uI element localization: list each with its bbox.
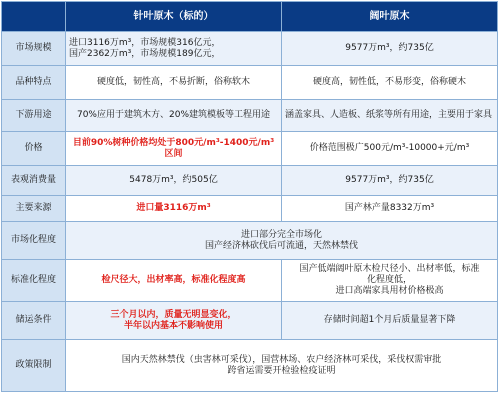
table-row <box>2 66 498 100</box>
cell-softwood-variety-features: 硬度低，韧性高，不易折断，俗称软木 <box>66 66 282 100</box>
cell-hardwood-storage: 存储时间超1个月后质量显著下降 <box>282 302 498 340</box>
comparison-table <box>1 1 498 392</box>
cell-hardwood-downstream-use: 涵盖家具、人造板、纸浆等所有用途，主要用于家具 <box>282 100 498 132</box>
cell-hardwood-market-size: 9577万m³，约735亿 <box>282 32 498 66</box>
cell-line: 国产低端阔叶原木检尺径小、出材率低，标准 <box>299 264 480 274</box>
cell-hardwood-apparent-consumption: 9577万m³，约735亿 <box>282 166 498 196</box>
table-row <box>2 302 498 340</box>
cell-line: 三个月以内，质量无明显变化， <box>110 309 237 320</box>
row-label-policy: 政策限制 <box>2 340 66 392</box>
table-row <box>2 166 498 196</box>
row-label-variety-features: 品种特点 <box>2 66 66 100</box>
cell-policy-merged <box>66 340 498 392</box>
cell-line: 进口高端家具用材价格极高 <box>335 286 444 296</box>
cell-softwood-price: 目前90%树种价格均处于800元/m³-1400元/m³区间 <box>66 132 282 166</box>
table-row <box>2 222 498 260</box>
cell-line: 跨省运需要开检验检疫证明 <box>227 365 336 376</box>
cell-line: 国产经济林砍伐后可流通，天然林禁伐 <box>204 240 358 251</box>
table-row <box>2 132 498 166</box>
row-label-downstream-use: 下游用途 <box>2 100 66 132</box>
row-label-storage: 储运条件 <box>2 302 66 340</box>
cell-softwood-market-size <box>66 32 282 66</box>
header-hardwood-log: 阔叶原木 <box>282 2 498 32</box>
row-label-marketization: 市场化程度 <box>2 222 66 260</box>
table-header-row <box>2 2 498 32</box>
row-label-standardization: 标准化程度 <box>2 260 66 302</box>
cell-softwood-apparent-consumption: 5478万m³，约505亿 <box>66 166 282 196</box>
table-row <box>2 196 498 222</box>
cell-hardwood-variety-features: 硬度高，韧性低，不易形变，俗称硬木 <box>282 66 498 100</box>
cell-hardwood-standardization <box>282 260 498 302</box>
header-softwood-log: 针叶原木（标的） <box>66 2 282 32</box>
table-row <box>2 100 498 132</box>
cell-line: 化程度低， <box>366 275 412 285</box>
table-row <box>2 260 498 302</box>
table-row <box>2 340 498 392</box>
cell-line: 进口部分完全市场化 <box>240 229 322 240</box>
cell-softwood-main-source: 进口量3116万m³ <box>66 196 282 222</box>
cell-marketization-merged <box>66 222 498 260</box>
cell-line: 半年以内基本不影响使用 <box>123 320 223 331</box>
cell-hardwood-price: 价格范围极广500元/m³-10000+元/m³ <box>282 132 498 166</box>
row-label-apparent-consumption: 表观消费量 <box>2 166 66 196</box>
header-corner <box>2 2 66 32</box>
table-row <box>2 32 498 66</box>
row-label-main-source: 主要来源 <box>2 196 66 222</box>
cell-line: 国内天然林禁伐（虫害林可采伐），国营林场、农户经济林可采伐，采伐权需审批 <box>121 354 442 365</box>
cell-hardwood-main-source: 国产林产量8332万m³ <box>282 196 498 222</box>
cell-softwood-standardization: 检尺径大，出材率高，标准化程度高 <box>66 260 282 302</box>
cell-softwood-storage <box>66 302 282 340</box>
cell-line: 国产2362万m³，市场规模189亿元， <box>69 48 221 59</box>
row-label-price: 价格 <box>2 132 66 166</box>
cell-softwood-downstream-use: 70%应用于建筑木方、20%建筑模板等工程用途 <box>66 100 282 132</box>
cell-line: 进口3116万m³，市场规模316亿元， <box>69 37 221 48</box>
row-label-market-size: 市场规模 <box>2 32 66 66</box>
